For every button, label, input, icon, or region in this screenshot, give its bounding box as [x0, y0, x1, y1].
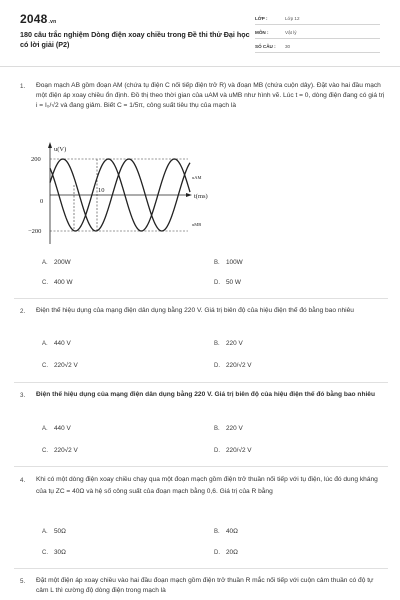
option-a[interactable]: A. 440 V — [42, 425, 71, 432]
u-am-label: uAM — [192, 175, 202, 180]
option-b[interactable]: B. 40Ω — [214, 528, 238, 535]
option-d[interactable]: D. 50 W — [214, 279, 241, 286]
meta-value: Lớp 12 — [285, 16, 300, 21]
option-d[interactable]: D. 220/√2 V — [214, 362, 252, 369]
y-top-tick: 200 — [31, 156, 41, 163]
document-title: 180 câu trắc nghiệm Dòng điện xoay chiều trong Đề thi thử Đại học có lời giải (P2) — [20, 30, 250, 49]
option-c[interactable]: C. 400 W — [42, 279, 73, 286]
t-mark-label: 10 — [98, 187, 105, 194]
option-d[interactable]: D. 20Ω — [214, 549, 238, 556]
header-divider — [0, 66, 400, 67]
question-divider — [14, 382, 388, 383]
question-text: Điện thế hiệu dụng của mạng điện dân dụng bằng 220 V. Giá trị biên độ của hiệu điện thế đó bằng bao nhiêu — [36, 391, 375, 398]
voltage-time-graph — [28, 140, 228, 250]
meta-row-class — [255, 14, 380, 25]
meta-value: Vật lý — [285, 30, 297, 35]
site-logo[interactable]: 2048.vn — [20, 12, 57, 26]
question-divider — [14, 466, 388, 467]
option-b[interactable]: B. 100W — [214, 259, 243, 266]
option-a[interactable]: A. 440 V — [42, 340, 71, 347]
question-text: Điện thế hiệu dụng của mạng điện dân dụng bằng 220 V. Giá trị biên độ của hiệu điện thế đó bằng bao nhiêu — [36, 307, 354, 314]
option-c[interactable]: C. 30Ω — [42, 549, 66, 556]
question-text: Đoạn mạch AB gồm đoạn AM (chứa tụ điện C nối tiếp điện trở R) và đoạn MB (chứa cuộn dây). Đặt vào hai đầu mạch một điện áp xoay chiều ổn định. Đồ thị theo thời gian của uAM và uMB như hình vẽ. Lúc t = 0, dòng điện đang có giá trị i = I₀/√2 và đang giảm. Biết C = 1/5π, công suất tiêu thụ của mạch là — [36, 82, 385, 109]
meta-key: SỐ CÂU : — [255, 44, 276, 49]
y-axis-label: u(V) — [54, 146, 67, 153]
option-a[interactable]: A. 200W — [42, 259, 71, 266]
option-b[interactable]: B. 220 V — [214, 340, 243, 347]
meta-key: LỚP : — [255, 16, 268, 21]
option-a[interactable]: A. 50Ω — [42, 528, 66, 535]
question-number: 2. — [20, 308, 26, 315]
y-bottom-tick: −200 — [28, 228, 42, 235]
x-axis-label: t(ms) — [194, 193, 208, 200]
option-c[interactable]: C. 220√2 V — [42, 447, 78, 454]
question-divider — [14, 568, 388, 569]
origin-label: 0 — [40, 198, 44, 205]
option-b[interactable]: B. 220 V — [214, 425, 243, 432]
option-d[interactable]: D. 220/√2 V — [214, 447, 252, 454]
meta-row-count — [255, 42, 380, 53]
question-text: Đặt một điện áp xoay chiều vào hai đầu đoạn mạch gồm điện trở thuần R mắc nối tiếp với cuộn cảm thuần có độ tự cảm L thì cường độ dòng điện trong mạch là — [36, 577, 374, 594]
question-number: 3. — [20, 392, 26, 399]
question-text: Khi có một dòng điện xoay chiều chạy qua một đoạn mạch gồm điện trở thuần nối tiếp với tụ điện, lúc đó dung kháng của tụ ZC = 40Ω và hệ số công suất của đoạn mạch bằng 0,6. Giá trị của R bằng — [36, 476, 378, 495]
question-number: 1. — [20, 83, 26, 90]
question-divider — [14, 298, 388, 299]
document-header — [0, 0, 400, 62]
question-number: 4. — [20, 477, 26, 484]
u-mb-label: uMB — [192, 222, 202, 227]
option-c[interactable]: C. 220√2 V — [42, 362, 78, 369]
meta-key: MÔN : — [255, 30, 269, 35]
meta-row-subject — [255, 28, 380, 39]
meta-value: 30 — [285, 44, 291, 49]
question-number: 5. — [20, 578, 26, 585]
